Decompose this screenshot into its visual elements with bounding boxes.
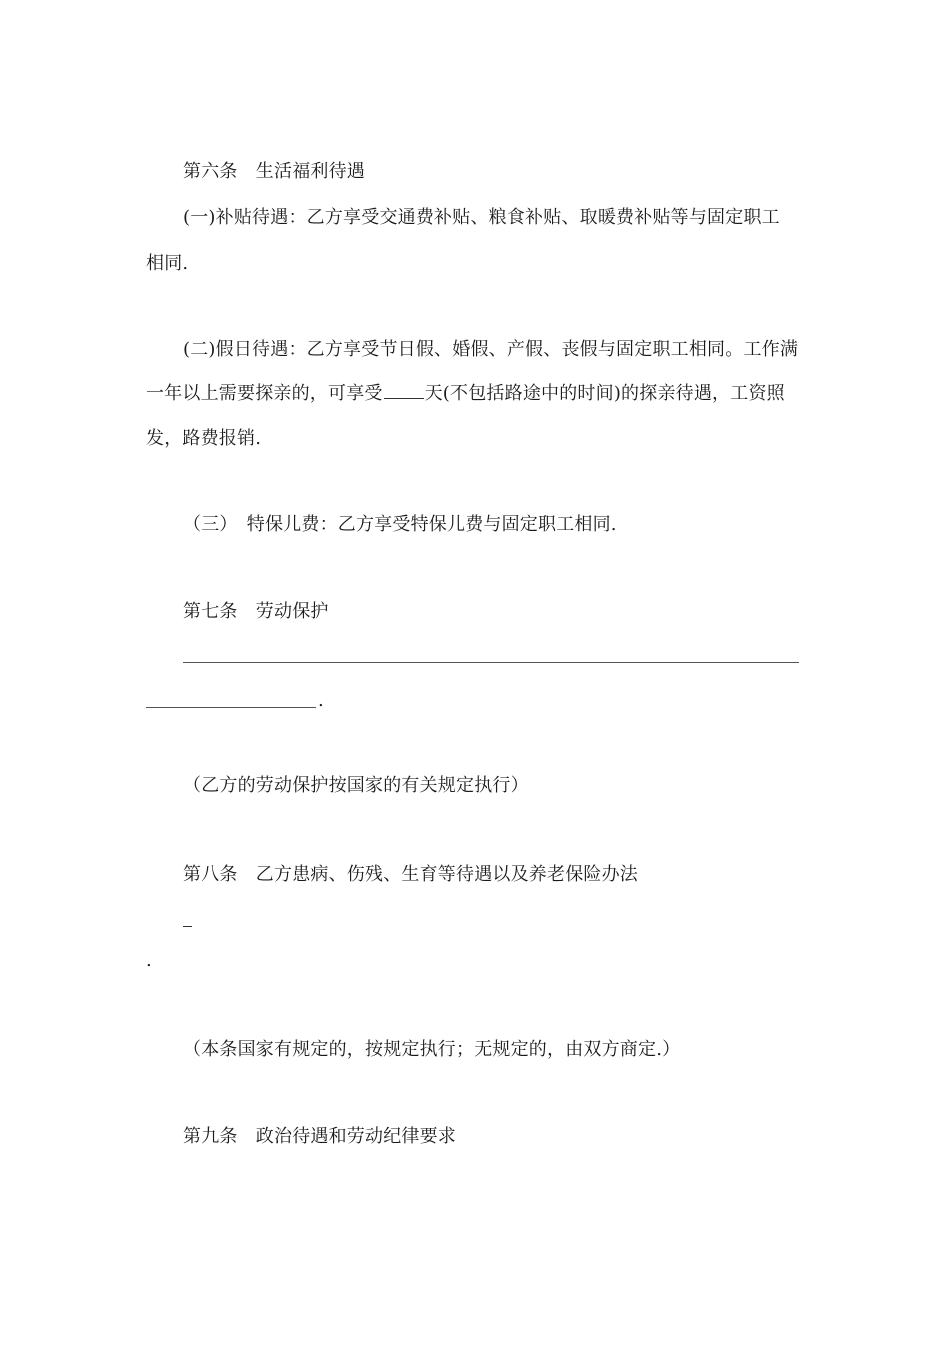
article6-item2-line3: 发，路费报销.	[146, 428, 262, 449]
article6-item3: （三） 特保儿费：乙方享受特保儿费与固定职工相同.	[183, 514, 617, 535]
article6-item1-line1: (一)补贴待遇：乙方享受交通费补贴、粮食补贴、取暖费补贴等与固定职工	[183, 207, 780, 228]
article9-heading: 第九条 政治待遇和劳动纪律要求	[183, 1126, 456, 1147]
article8-fill-line	[183, 926, 192, 927]
article6-item2-line2	[146, 380, 785, 406]
article7-fill-line-2	[146, 707, 316, 708]
article8-heading: 第八条 乙方患病、伤残、生育等待遇以及养老保险办法	[183, 864, 638, 885]
article6-item2-line2-before: 一年以上需要探亲的，可享受	[146, 383, 383, 404]
article7-heading: 第七条 劳动保护	[183, 601, 329, 622]
article6-item2-line2-after: 天(不包括路途中的时间)的探亲待遇，工资照	[424, 383, 785, 404]
article6-heading: 第六条 生活福利待遇	[183, 161, 365, 182]
article7-note: （乙方的劳动保护按国家的有关规定执行）	[183, 775, 529, 796]
article8-note: （本条国家有规定的，按规定执行；无规定的，由双方商定.）	[183, 1039, 681, 1060]
days-blank-field	[384, 380, 424, 399]
article7-end-mark: .	[318, 690, 324, 711]
article6-item1-line2: 相同.	[146, 253, 189, 274]
article8-end-mark: .	[146, 950, 152, 971]
article7-fill-line-1	[183, 662, 799, 663]
article6-item2-line1: (二)假日待遇：乙方享受节日假、婚假、产假、丧假与固定职工相同。工作满	[183, 339, 799, 360]
